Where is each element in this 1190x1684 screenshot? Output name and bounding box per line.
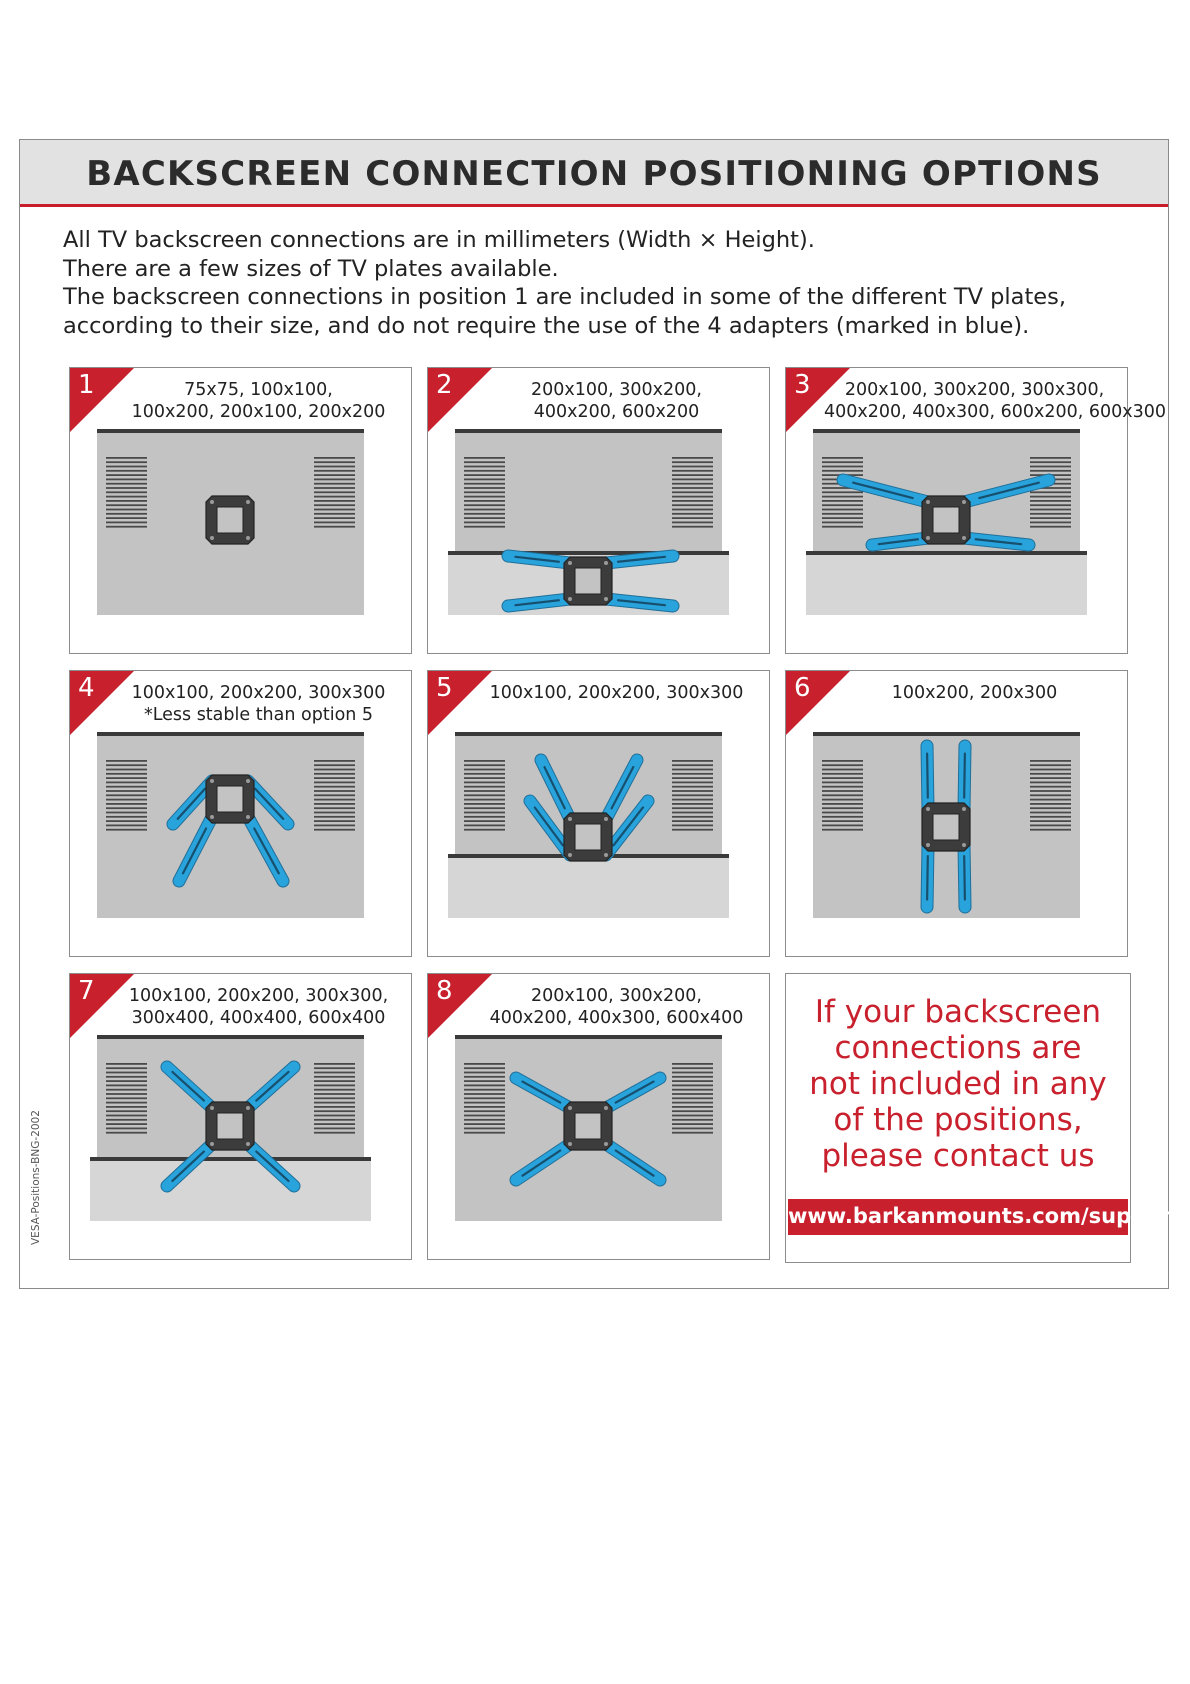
mount-plate bbox=[922, 803, 970, 851]
contact-line: connections are bbox=[834, 1030, 1082, 1066]
vesa-size-line: 400x200, 600x200 bbox=[533, 402, 700, 422]
intro-line: The backscreen connections in position 1 are included in some of the different TV plates, bbox=[63, 284, 1066, 310]
contact-line: please contact us bbox=[821, 1138, 1095, 1174]
mount-plate bbox=[564, 1102, 612, 1150]
contact-line: of the positions, bbox=[833, 1102, 1083, 1138]
mount-plate bbox=[922, 496, 970, 544]
vesa-size-line: 75x75, 100x100, bbox=[184, 380, 333, 400]
intro-line: according to their size, and do not require the use of the 4 adapters (marked in blue). bbox=[63, 312, 1030, 339]
vesa-size-line: 200x100, 300x200, bbox=[530, 380, 702, 400]
vesa-size-line: 100x100, 200x200, 300x300 bbox=[131, 683, 386, 703]
mount-plate bbox=[206, 775, 254, 823]
vesa-size-line: 200x100, 300x200, 300x300, bbox=[844, 380, 1105, 400]
vesa-sizes bbox=[466, 985, 767, 1029]
option-number: 3 bbox=[794, 370, 811, 400]
contact-panel bbox=[785, 973, 1181, 1263]
option-panel-5 bbox=[427, 670, 770, 957]
contact-message bbox=[786, 994, 1130, 1174]
contact-line: If your backscreen bbox=[814, 994, 1102, 1030]
adapter-arm bbox=[508, 599, 570, 606]
intro-text bbox=[63, 226, 1143, 340]
option-panel-2 bbox=[427, 367, 770, 654]
option-panel-3 bbox=[785, 367, 1167, 654]
vesa-size-line: *Less stable than option 5 bbox=[143, 705, 374, 725]
adapter-arm bbox=[927, 746, 928, 809]
vesa-size-line: 200x100, 300x200, bbox=[530, 986, 702, 1006]
option-number: 7 bbox=[78, 976, 95, 1006]
support-url-bar[interactable] bbox=[788, 1199, 1181, 1235]
vesa-sizes bbox=[108, 682, 409, 726]
vesa-sizes bbox=[824, 379, 1167, 423]
contact-line: not included in any bbox=[809, 1066, 1107, 1102]
vesa-sizes bbox=[466, 379, 767, 423]
mount-plate bbox=[206, 1102, 254, 1150]
mount-plate bbox=[564, 813, 612, 861]
title-bar bbox=[20, 140, 1168, 207]
document-code: VESA-Positions-BNG-2002 bbox=[30, 1110, 42, 1245]
option-number: 2 bbox=[436, 370, 453, 400]
vesa-size-line: 100x200, 200x300 bbox=[891, 683, 1058, 703]
vesa-sizes bbox=[466, 682, 767, 704]
option-panel-1 bbox=[69, 367, 412, 654]
option-number: 4 bbox=[78, 673, 95, 703]
option-panel-8 bbox=[427, 973, 770, 1260]
option-panel-4 bbox=[69, 670, 412, 957]
mount-plate bbox=[564, 557, 612, 605]
vesa-sizes bbox=[108, 985, 409, 1029]
option-number: 6 bbox=[794, 673, 811, 703]
intro-line: All TV backscreen connections are in millimeters (Width × Height). bbox=[63, 227, 815, 253]
vesa-size-line: 100x200, 200x100, 200x200 bbox=[131, 402, 386, 422]
adapter-arm bbox=[927, 845, 928, 907]
adapter-arm bbox=[508, 556, 570, 563]
adapter-arm bbox=[964, 746, 965, 809]
support-url-link[interactable]: www.barkanmounts.com/support bbox=[788, 1204, 1181, 1228]
adapter-arm bbox=[872, 538, 928, 545]
option-panel-7 bbox=[69, 973, 412, 1260]
adapter-arm bbox=[606, 599, 673, 606]
page-title: BACKSCREEN CONNECTION POSITIONING OPTIONS bbox=[86, 154, 1102, 194]
vesa-size-line: 400x200, 400x300, 600x200, 600x300 bbox=[824, 402, 1167, 422]
vesa-size-line: 100x100, 200x200, 300x300 bbox=[489, 683, 744, 703]
vesa-sizes bbox=[824, 682, 1125, 704]
adapter-arm bbox=[964, 538, 1029, 545]
vesa-sizes bbox=[108, 379, 409, 423]
adapter-arm bbox=[964, 845, 965, 907]
option-number: 1 bbox=[78, 370, 95, 400]
option-panel-6 bbox=[785, 670, 1128, 957]
option-number: 5 bbox=[436, 673, 453, 703]
vesa-size-line: 100x100, 200x200, 300x300, bbox=[128, 986, 389, 1006]
adapter-arm bbox=[606, 556, 673, 563]
mount-plate bbox=[206, 496, 254, 544]
vesa-size-line: 400x200, 400x300, 600x400 bbox=[489, 1008, 744, 1028]
vesa-size-line: 300x400, 400x400, 600x400 bbox=[131, 1008, 386, 1028]
intro-line: There are a few sizes of TV plates available. bbox=[63, 255, 559, 282]
option-number: 8 bbox=[436, 976, 453, 1006]
